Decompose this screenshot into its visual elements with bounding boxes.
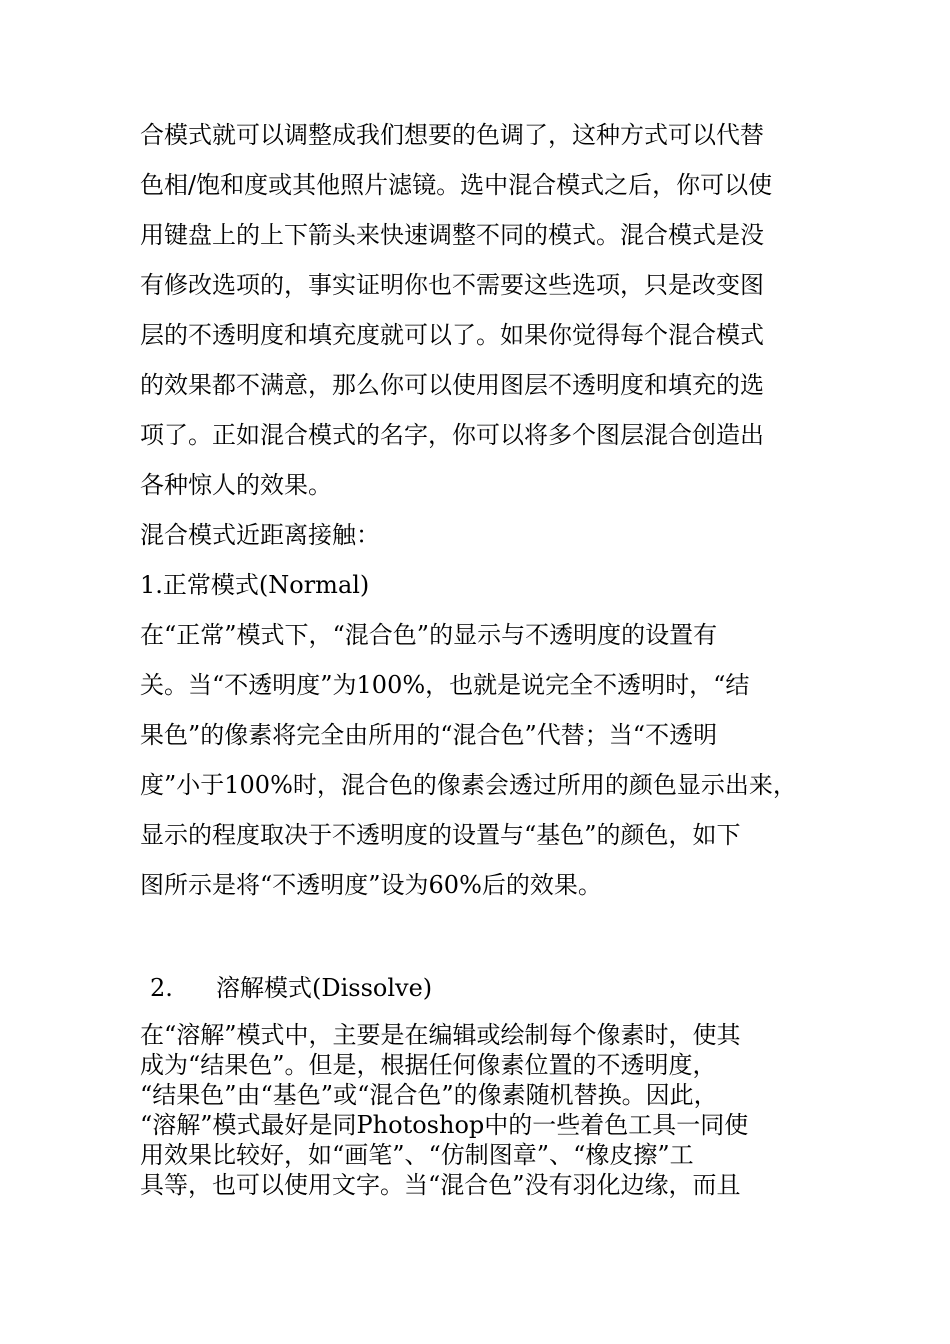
text-line: 度”小于100%时，混合色的像素会透过所用的颜色显示出来， bbox=[140, 771, 797, 799]
text-line: 关。当“不透明度”为100%，也就是说完全不透明时，“结 bbox=[140, 671, 750, 699]
text-line: “结果色”由“基色”或“混合色”的像素随机替换。因此， bbox=[140, 1081, 718, 1109]
text-line: 在“溶解”模式中，主要是在编辑或绘制每个像素时，使其 bbox=[140, 1021, 741, 1049]
text-line: 具等，也可以使用文字。当“混合色”没有羽化边缘，而且 bbox=[140, 1171, 741, 1199]
normal-mode-paragraph bbox=[140, 610, 830, 910]
text-line: 果色”的像素将完全由所用的“混合色”代替；当“不透明 bbox=[140, 721, 718, 749]
normal-mode-heading bbox=[140, 560, 830, 610]
text-line: 合模式就可以调整成我们想要的色调了，这种方式可以代替 bbox=[140, 121, 764, 149]
text-line: 层的不透明度和填充度就可以了。如果你觉得每个混合模式 bbox=[140, 321, 764, 349]
text-line: 在“正常”模式下，“混合色”的显示与不透明度的设置有 bbox=[140, 621, 718, 649]
heading-title: 溶解模式(Dissolve) bbox=[216, 974, 433, 1002]
dissolve-mode-heading bbox=[150, 964, 432, 1012]
text-line: 色相/饱和度或其他照片滤镜。选中混合模式之后，你可以使 bbox=[140, 171, 773, 199]
text-line: 成为“结果色”。但是，根据任何像素位置的不透明度， bbox=[140, 1051, 717, 1079]
text-line: 图所示是将“不透明度”设为60%后的效果。 bbox=[140, 871, 602, 899]
text-line: 项了。正如混合模式的名字，你可以将多个图层混合创造出 bbox=[140, 421, 764, 449]
section-intro bbox=[140, 510, 830, 560]
text-line: 各种惊人的效果。 bbox=[140, 471, 332, 499]
text-line: 有修改选项的，事实证明你也不需要这些选项，只是改变图 bbox=[140, 271, 764, 299]
dissolve-mode-paragraph bbox=[140, 1020, 830, 1200]
text-line: 显示的程度取决于不透明度的设置与“基色”的颜色，如下 bbox=[140, 821, 741, 849]
intro-paragraph bbox=[140, 110, 830, 510]
heading-number: 2. bbox=[150, 974, 173, 1002]
heading-text: 1.正常模式(Normal) bbox=[140, 571, 370, 599]
text-line: 的效果都不满意，那么你可以使用图层不透明度和填充的选 bbox=[140, 371, 764, 399]
text-line: 用效果比较好，如“画笔”、“仿制图章”、“橡皮擦”工 bbox=[140, 1141, 694, 1169]
text-line: 用键盘上的上下箭头来快速调整不同的模式。混合模式是没 bbox=[140, 221, 764, 249]
text-line: 混合模式近距离接触： bbox=[140, 521, 380, 549]
text-line: “溶解”模式最好是同Photoshop中的一些着色工具一同使 bbox=[140, 1111, 749, 1139]
